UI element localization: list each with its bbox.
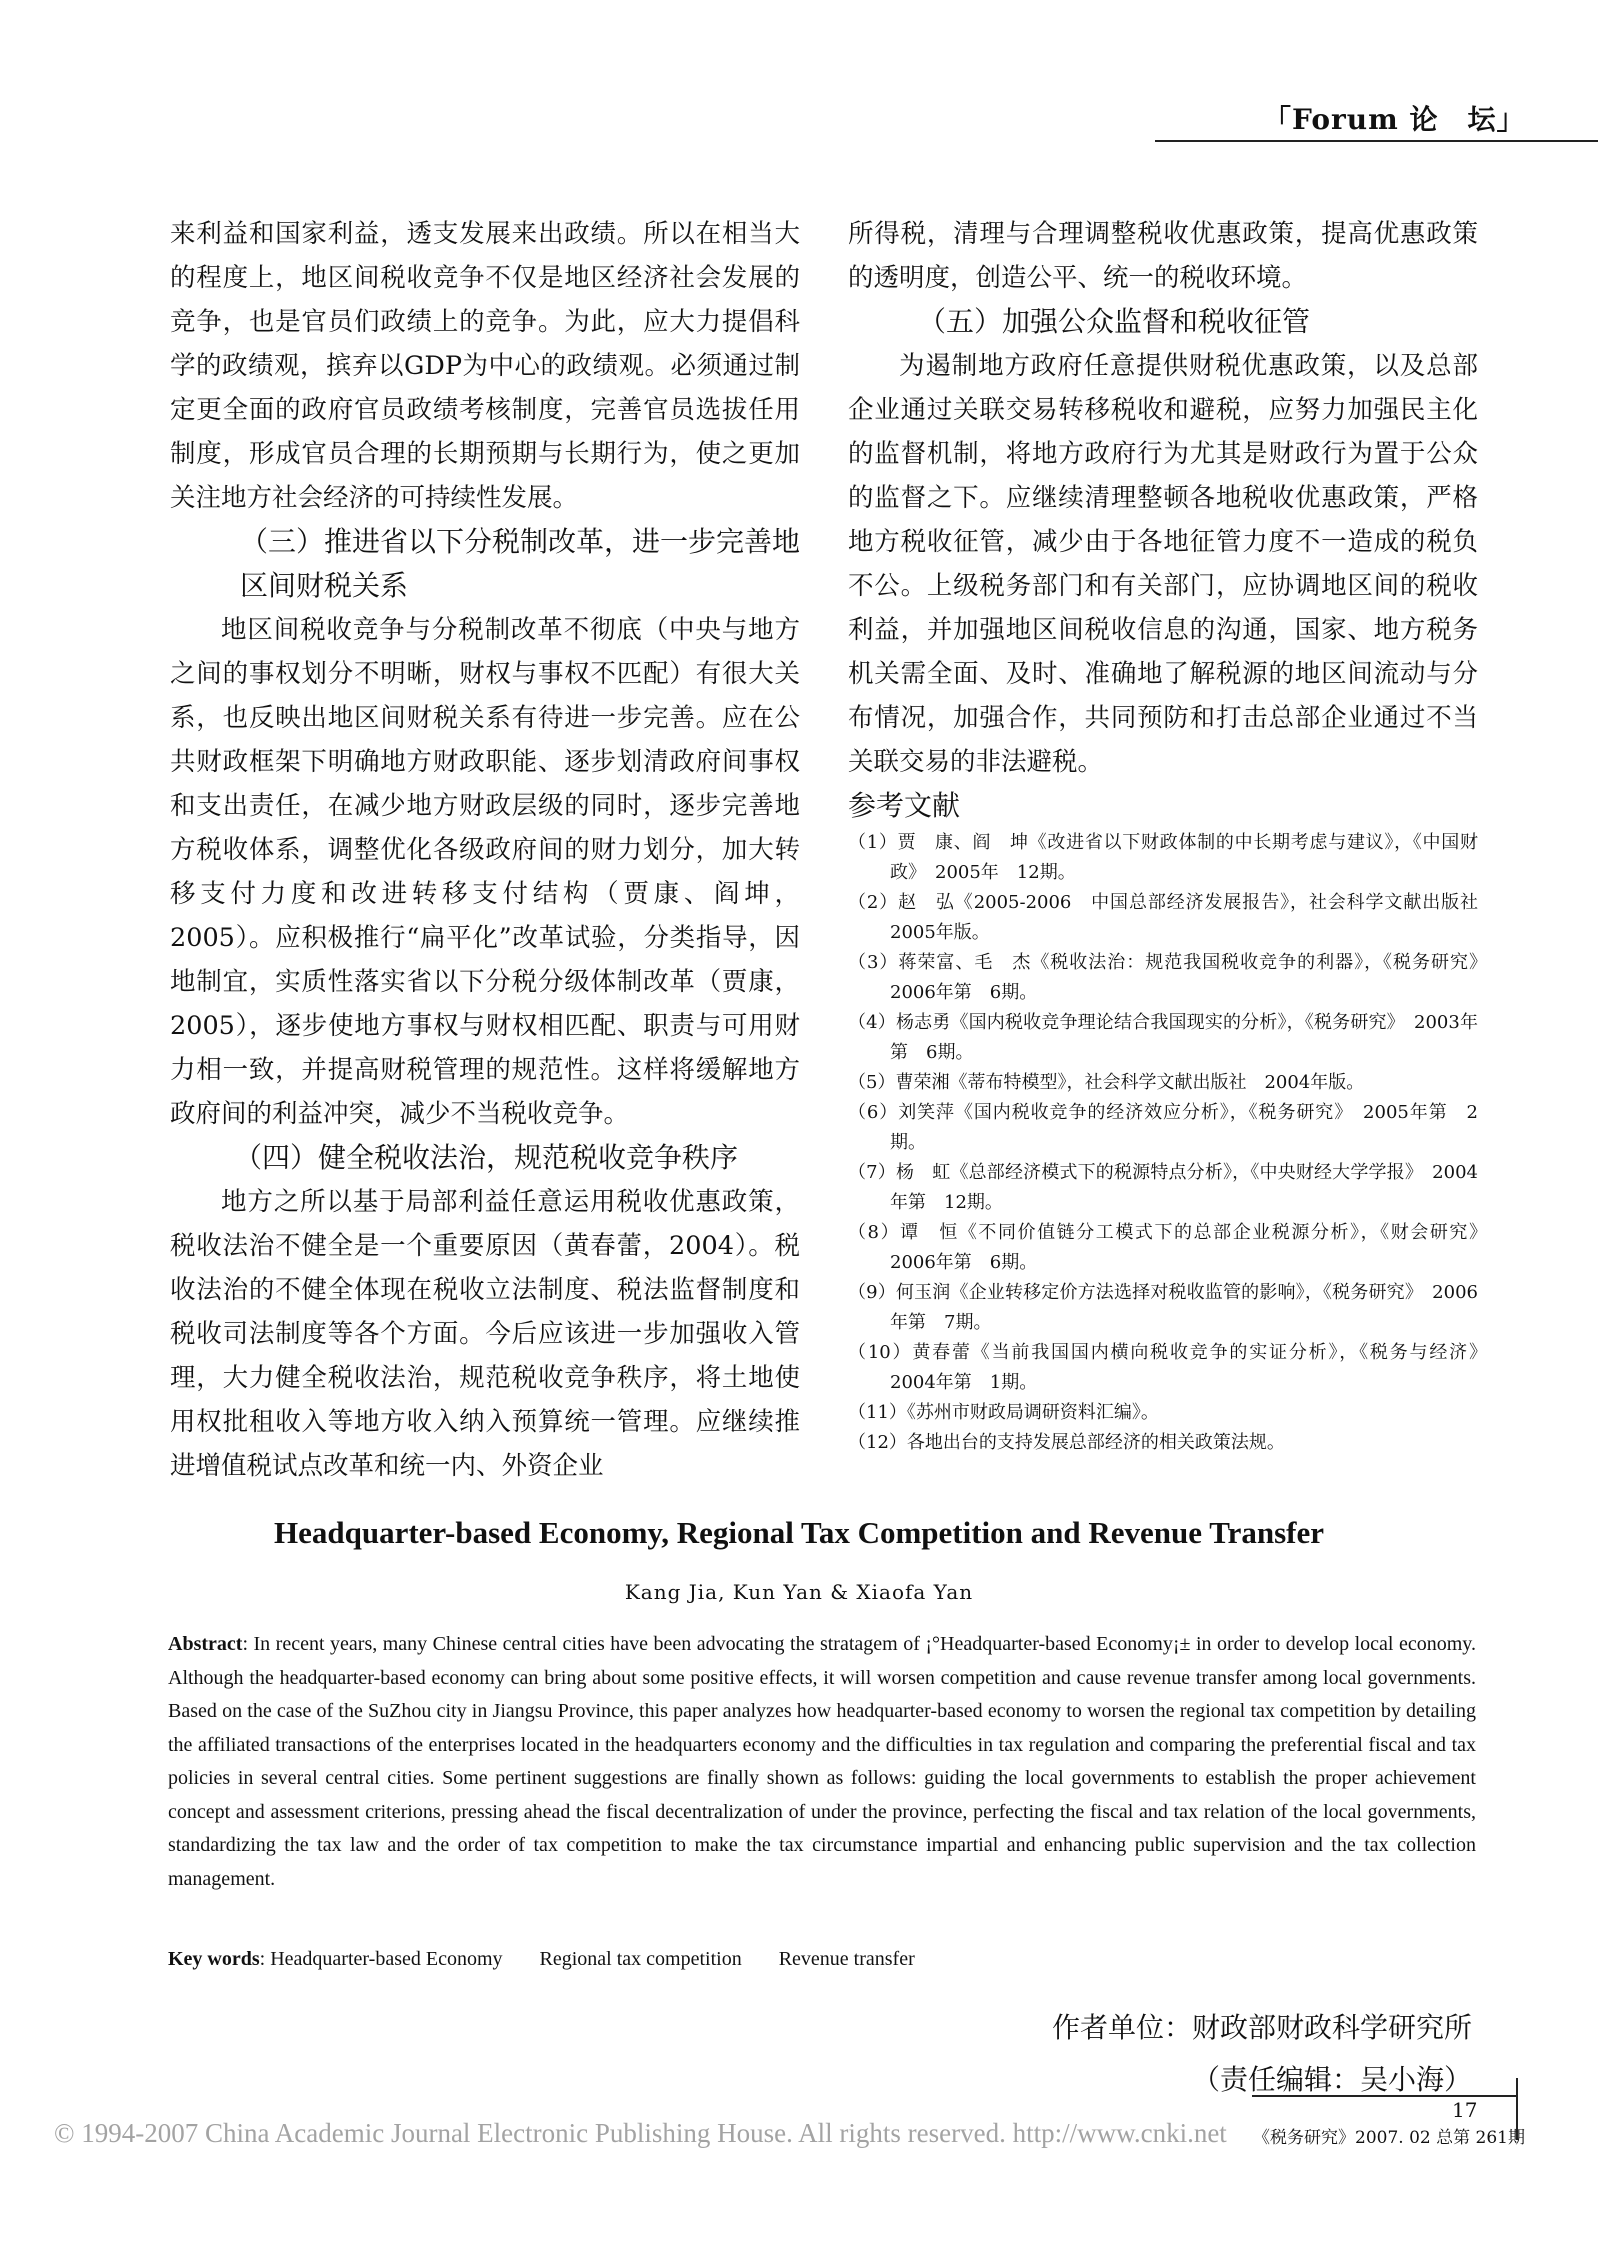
reference-item: （1）贾 康、阎 坤《改进省以下财政体制的中长期考虑与建议》，《中国财政》 2005年 12期。 xyxy=(848,832,1478,883)
left-column xyxy=(170,212,800,1488)
reference-item: （6）刘笑萍《国内税收竞争的经济效应分析》，《税务研究》 2005年第 2期。 xyxy=(848,1102,1478,1153)
keyword: Regional tax competition xyxy=(539,1948,742,1970)
author-affiliation: 作者单位：财政部财政科学研究所 xyxy=(1051,2011,1472,2044)
reference-item: （7）杨 虹《总部经济模式下的税源特点分析》，《中央财经大学学报》 2004年第 12期。 xyxy=(848,1162,1478,1213)
reference-item: （10）黄春蕾《当前我国国内横向税收竞争的实证分析》，《税务与经济》 2004年第 1期。 xyxy=(848,1342,1496,1393)
keywords-colon: : xyxy=(259,1948,271,1970)
abstract-label: Abstract xyxy=(168,1633,243,1655)
paragraph: 地区间税收竞争与分税制改革不彻底（中央与地方之间的事权划分不明晰，财权与事权不匹配）有很大关系，也反映出地区间财税关系有待进一步完善。应在公共财政框架下明确地方财政职能、逐步划清政府间事权和支出责任，在减少地方财政层级的同时，逐步完善地方税收体系，调整优化各级政府间的财力划分，加大转移支付力度和改进转移支付结构（贾康、阎坤，2005）。应积极推行“扁平化”改革试验，分类指导，因地制宜，实质性落实省以下分税分级体制改革（贾康，2005），逐步使地方事权与财权相匹配、职责与可用财力相一致，并提高财税管理的规范性。这样将缓解地方政府间的利益冲突，减少不当税收竞争。 xyxy=(170,615,800,1129)
references-list xyxy=(848,828,1496,1458)
reference-item: （2）赵 弘《2005-2006 中国总部经济发展报告》，社会科学文献出版社 2005年版。 xyxy=(848,892,1496,943)
keyword: Revenue transfer xyxy=(778,1948,915,1970)
right-column xyxy=(848,212,1496,1458)
header-rule xyxy=(1155,140,1598,142)
keywords-label: Key words xyxy=(168,1948,260,1970)
references-title: 参考文献 xyxy=(848,789,961,822)
section-tag: 「Forum 论 坛」 xyxy=(1263,103,1526,136)
reference-item: （3）蒋荣富、毛 杰《税收法治：规范我国税收竞争的利器》，《税务研究》 2006年第 6期。 xyxy=(848,952,1496,1003)
reference-item: （12）各地出台的支持发展总部经济的相关政策法规。 xyxy=(848,1432,1285,1453)
english-title: Headquarter-based Economy, Regional Tax Competition and Revenue Transfer xyxy=(273,1515,1325,1550)
abstract xyxy=(168,1628,1476,1896)
copyright-watermark: © 1994-2007 China Academic Journal Electronic Publishing House. All rights reserved. http://www.cnki.net xyxy=(54,2118,1227,2148)
paragraph: 为遏制地方政府任意提供财税优惠政策，以及总部企业通过关联交易转移税收和避税，应努力加强民主化的监督机制，将地方政府行为尤其是财政行为置于公众的监督之下。应继续清理整顿各地税收优惠政策，严格地方税收征管，减少由于各地征管力度不一造成的税负不公。上级税务部门和有关部门，应协调地区间的税收利益，并加强地区间税收信息的沟通，国家、地方税务机关需全面、及时、准确地了解税源的地区间流动与分布情况，加强合作，共同预防和打击总部企业通过不当关联交易的非法避税。 xyxy=(848,351,1478,777)
reference-item: （8）谭 恒《不同价值链分工模式下的总部企业税源分析》，《财会研究》 2006年第 6期。 xyxy=(848,1222,1496,1273)
keyword: Headquarter-based Economy xyxy=(270,1948,503,1970)
page-number: 17 xyxy=(1452,2098,1478,2122)
section-heading-4: （四）健全税收法治，规范税收竞争秩序 xyxy=(234,1141,739,1174)
paragraph: 来利益和国家利益，透支发展来出政绩。所以在相当大的程度上，地区间税收竞争不仅是地区经济社会发展的竞争，也是官员们政绩上的竞争。为此，应大力提倡科学的政绩观，摈弃以GDP为中心的政绩观。必须通过制定更全面的政府官员政绩考核制度，完善官员选拔任用制度，形成官员合理的长期预期与长期行为，使之更加关注地方社会经济的可持续性发展。 xyxy=(170,219,800,513)
paragraph: 地方之所以基于局部利益任意运用税收优惠政策，税收法治不健全是一个重要原因（黄春蕾，2004）。税收法治的不健全体现在税收立法制度、税法监督制度和税收司法制度等各个方面。今后应该进一步加强收入管理，大力健全税收法治，规范税收竞争秩序，将土地使用权批租收入等地方收入纳入预算统一管理。应继续推进增值税试点改革和统一内、外资企业 xyxy=(170,1187,800,1481)
footer-rule xyxy=(1252,2095,1516,2097)
reference-item: （11）《苏州市财政局调研资料汇编》。 xyxy=(848,1402,1159,1423)
english-authors: Kang Jia, Kun Yan & Xiaofa Yan xyxy=(624,1580,974,1604)
responsible-editor: （责任编辑：吴小海） xyxy=(1191,2063,1472,2096)
abstract-text: : In recent years, many Chinese central cities have been advocating the stratagem of ¡°Headquarter-based Economy¡± in order to develop local economy. Although the headquarter-based economy can bring about some positive effects, it will worsen competition and cause revenue transfer among local governments. Based on the case of the SuZhou city in Jiangsu Province, this paper analyzes how headquarter-based economy to worsen the regional tax competition by detailing the affiliated transactions of the enterprises located in the headquarters economy and the difficulties in tax regulation and comparing the preferential fiscal and tax policies in several central cities. Some pertinent suggestions are finally shown as follows: guiding the local governments to establish the proper achievement concept and assessment criterions, pressing ahead the fiscal decentralization of under the province, perfecting the fiscal and tax relation of the local governments, standardizing the tax law and the order of tax competition to make the tax circumstance impartial and enhancing public supervision and the tax collection management. xyxy=(168,1633,1476,1890)
reference-item: （5）曹荣湘《蒂布特模型》，社会科学文献出版社 2004年版。 xyxy=(848,1072,1365,1093)
paragraph: 所得税，清理与合理调整税收优惠政策，提高优惠政策的透明度，创造公平、统一的税收环境。 xyxy=(848,219,1478,293)
reference-item: （9）何玉润《企业转移定价方法选择对税收监管的影响》，《税务研究》 2006年第 7期。 xyxy=(848,1282,1478,1333)
section-heading-5: （五）加强公众监督和税收征管 xyxy=(918,305,1311,338)
section-heading-3: （三）推进省以下分税制改革，进一步完善地区间财税关系 xyxy=(240,525,801,602)
reference-item: （4）杨志勇《国内税收竞争理论结合我国现实的分析》，《税务研究》 2003年第 6期。 xyxy=(848,1012,1478,1063)
journal-footer: 《税务研究》2007. 02 总第 261期 xyxy=(1253,2128,1525,2148)
keywords xyxy=(168,1948,1476,1971)
